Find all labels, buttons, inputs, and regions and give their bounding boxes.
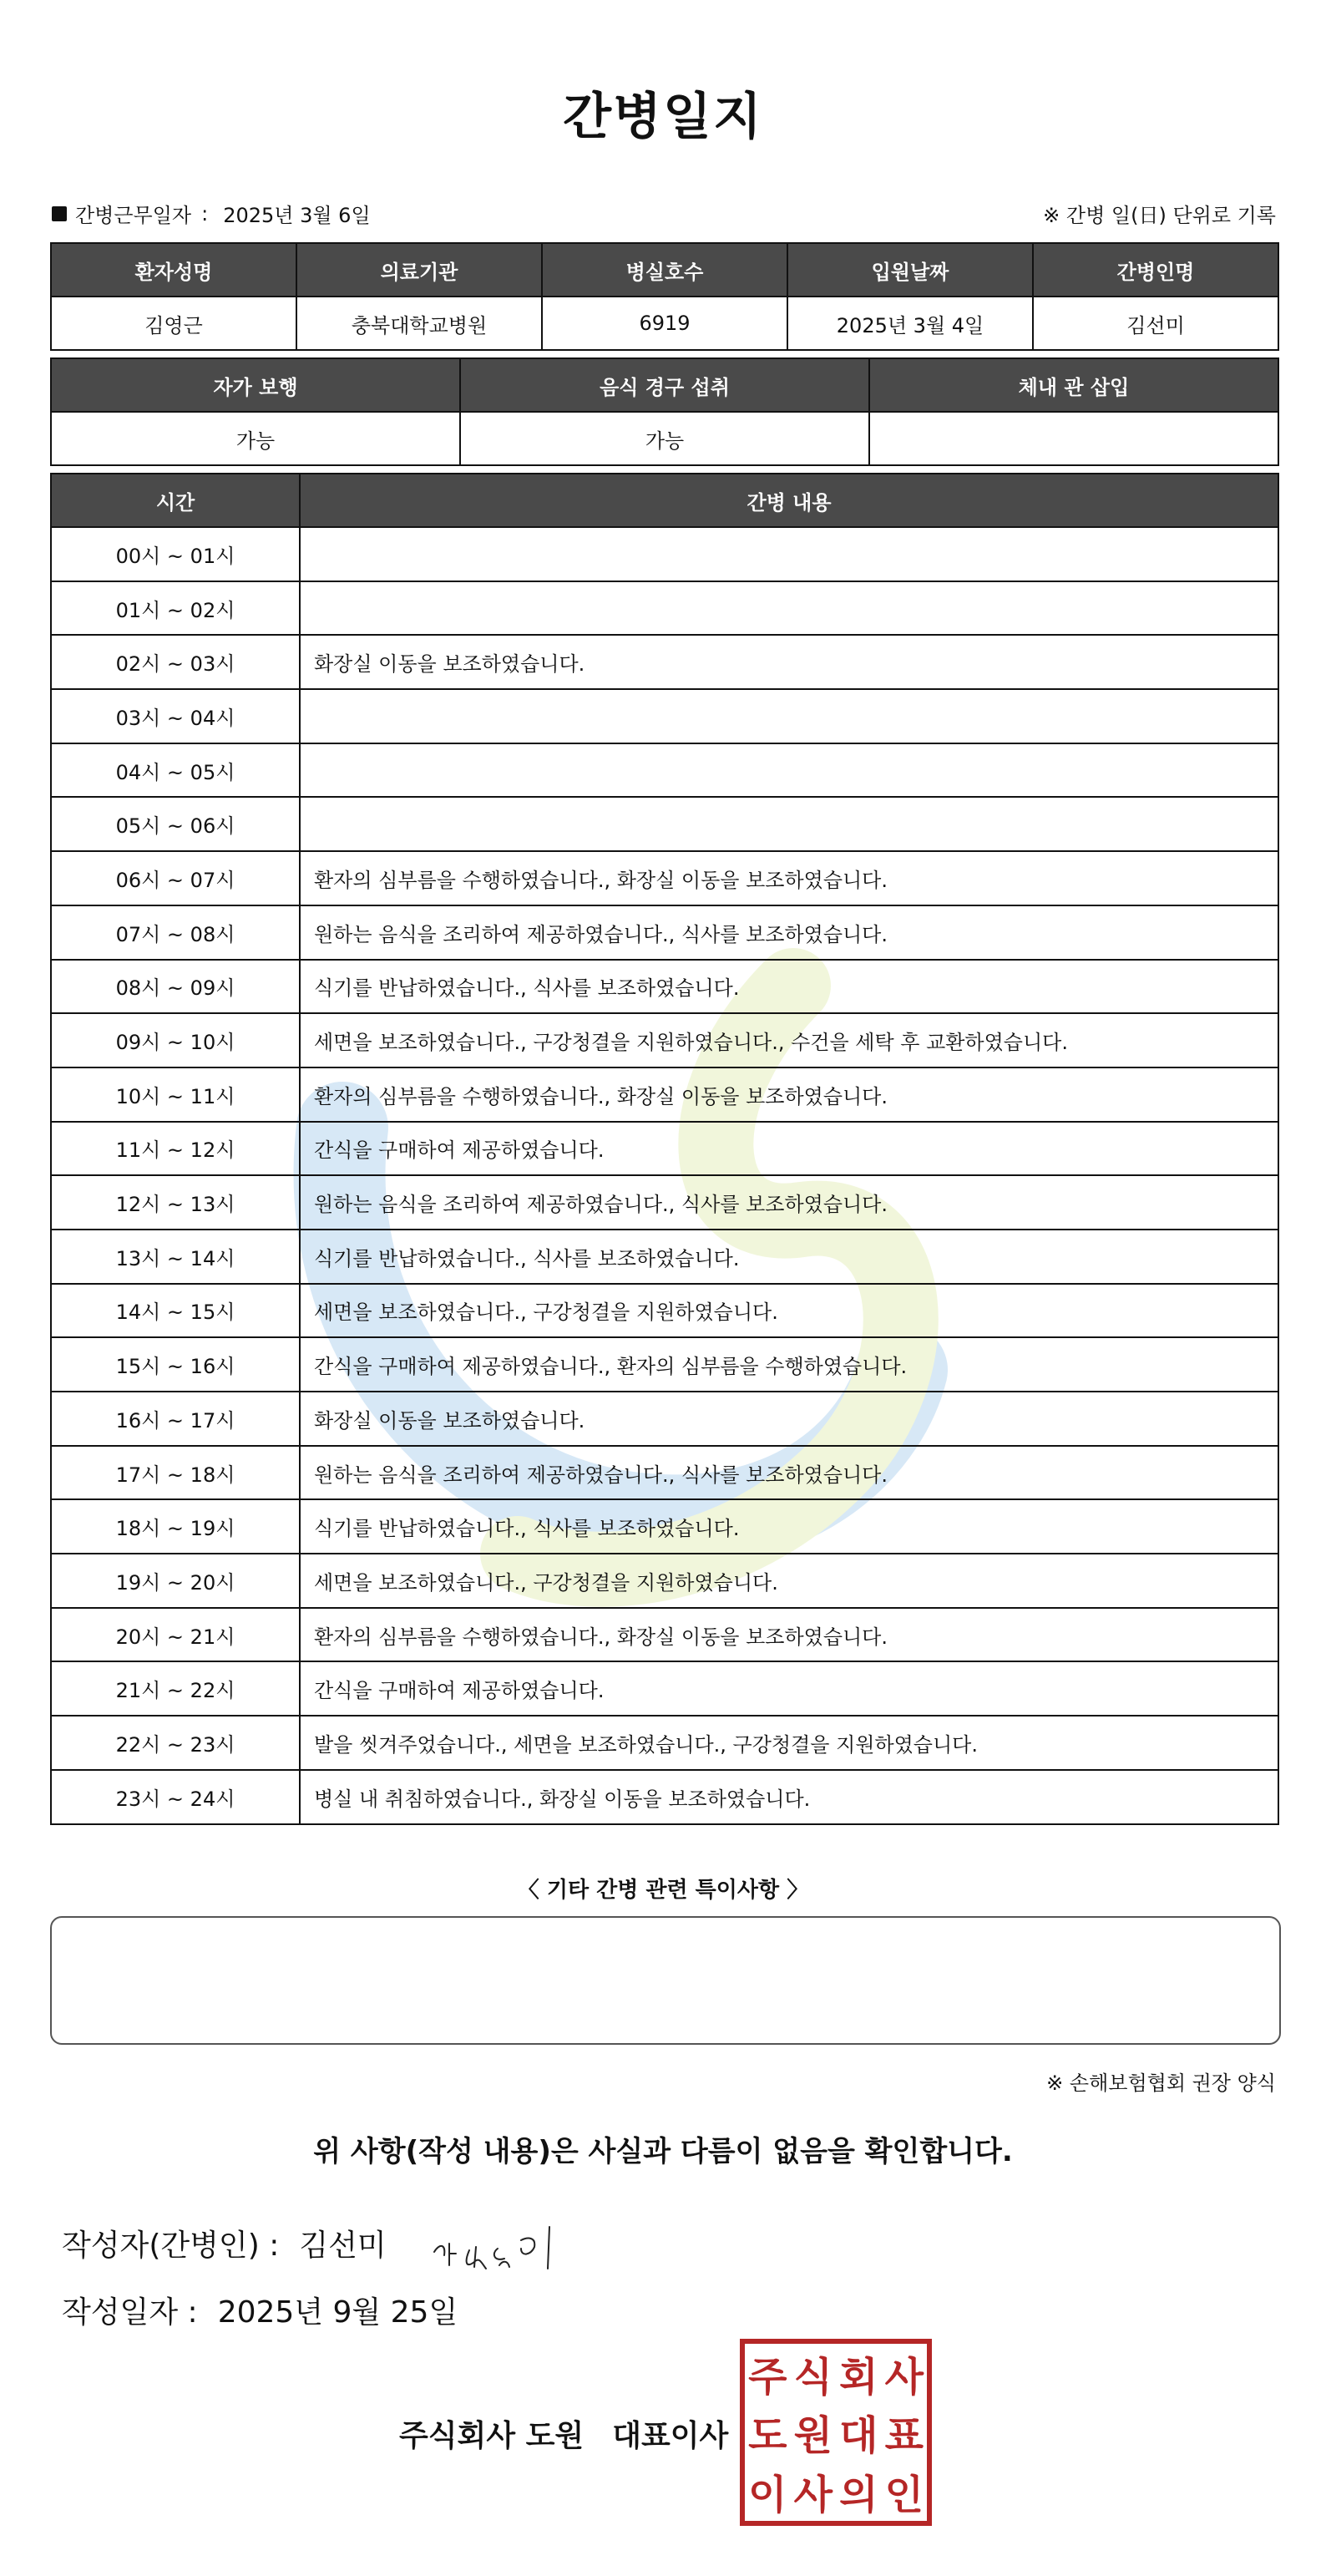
table-row: [51, 743, 1278, 798]
table-row: [51, 1337, 1278, 1392]
company-seal-stamp: [740, 2339, 932, 2526]
care-content: 화장실 이동을 보조하였습니다.: [300, 1392, 1278, 1446]
care-content: 원하는 음식을 조리하여 제공하였습니다., 식사를 보조하였습니다.: [300, 1175, 1278, 1230]
stamp-glyph: 의: [839, 2472, 878, 2519]
time-slot: 15시 ~ 16시: [51, 1337, 300, 1392]
writer-label: 작성자(간병인) :: [62, 2229, 280, 2263]
header-time: 시간: [51, 474, 300, 527]
written-date-line: [62, 2289, 458, 2331]
care-content: 간식을 구매하여 제공하였습니다.: [300, 1661, 1278, 1716]
care-content: [300, 581, 1278, 636]
care-content: 식기를 반납하였습니다., 식사를 보조하였습니다.: [300, 1230, 1278, 1284]
header-tube: 체내 관 삽입: [869, 358, 1278, 412]
writer-name: 김선미: [299, 2229, 387, 2263]
care-content: 환자의 심부름을 수행하였습니다., 화장실 이동을 보조하였습니다.: [300, 1067, 1278, 1122]
time-slot: 21시 ~ 22시: [51, 1661, 300, 1716]
table-row: [51, 1554, 1278, 1608]
care-content: 간식을 구매하여 제공하였습니다., 환자의 심부름을 수행하였습니다.: [300, 1337, 1278, 1392]
stamp-glyph: 인: [884, 2472, 924, 2519]
table-row: [51, 1392, 1278, 1446]
table-row: [51, 1067, 1278, 1122]
time-slot: 01시 ~ 02시: [51, 581, 300, 636]
document-title: 간병일지: [563, 88, 763, 146]
time-slot: 05시 ~ 06시: [51, 797, 300, 851]
notes-title: 〈 기타 간병 관련 특이사항 〉: [517, 1878, 809, 1903]
care-content: 세면을 보조하였습니다., 구강청결을 지원하였습니다.: [300, 1284, 1278, 1338]
company-name: 주식회사 도원: [399, 2419, 585, 2453]
written-date-value: 2025년 9월 25일: [217, 2295, 458, 2330]
table-row: [51, 689, 1278, 743]
written-date-label: 작성일자 :: [62, 2295, 198, 2330]
square-bullet-icon: [52, 206, 67, 221]
stamp-glyph: 대: [839, 2412, 878, 2460]
oral-intake-value: 가능: [460, 412, 869, 465]
table-row: [51, 1661, 1278, 1716]
care-content: 원하는 음식을 조리하여 제공하였습니다., 식사를 보조하였습니다.: [300, 1446, 1278, 1500]
time-slot: 13시 ~ 14시: [51, 1230, 300, 1284]
stamp-glyph: 도: [748, 2412, 787, 2460]
care-content: 병실 내 취침하였습니다., 화장실 이동을 보조하였습니다.: [300, 1770, 1278, 1824]
table-row: [51, 1230, 1278, 1284]
tube-value: [869, 412, 1278, 465]
table-row: [51, 1716, 1278, 1770]
header-admission-date: 입원날짜: [787, 243, 1033, 297]
table-row: [51, 1446, 1278, 1500]
stamp-glyph: 사: [793, 2472, 833, 2519]
writer-line: [62, 2222, 387, 2264]
care-content: [300, 797, 1278, 851]
time-slot: 03시 ~ 04시: [51, 689, 300, 743]
time-slot: 00시 ~ 01시: [51, 527, 300, 581]
table-row: [51, 1175, 1278, 1230]
admission-date: 2025년 3월 4일: [787, 297, 1033, 350]
time-slot: 16시 ~ 17시: [51, 1392, 300, 1446]
care-content: 발을 씻겨주었습니다., 세면을 보조하였습니다., 구강청결을 지원하였습니다.: [300, 1716, 1278, 1770]
care-content: 환자의 심부름을 수행하였습니다., 화장실 이동을 보조하였습니다.: [300, 1608, 1278, 1662]
time-slot: 06시 ~ 07시: [51, 851, 300, 905]
company-line: [399, 2412, 728, 2455]
table-row: [51, 1499, 1278, 1554]
time-slot: 23시 ~ 24시: [51, 1770, 300, 1824]
table-row: [51, 1013, 1278, 1067]
time-slot: 04시 ~ 05시: [51, 743, 300, 798]
time-slot: 09시 ~ 10시: [51, 1013, 300, 1067]
care-content: [300, 689, 1278, 743]
time-slot: 02시 ~ 03시: [51, 635, 300, 689]
care-content: [300, 743, 1278, 798]
care-content: [300, 527, 1278, 581]
stamp-glyph: 표: [884, 2412, 924, 2460]
time-slot: 12시 ~ 13시: [51, 1175, 300, 1230]
table-row: [51, 905, 1278, 960]
stamp-glyph: 원: [793, 2412, 833, 2460]
time-slot: 11시 ~ 12시: [51, 1122, 300, 1176]
care-content: 세면을 보조하였습니다., 구강청결을 지원하였습니다.: [300, 1554, 1278, 1608]
caregiver-name: 김선미: [1033, 297, 1278, 350]
work-date: [52, 199, 371, 228]
confirmation-statement: 위 사항(작성 내용)은 사실과 다름이 없음을 확인합니다.: [313, 2135, 1013, 2168]
care-content: 세면을 보조하였습니다., 구강청결을 지원하였습니다., 수건을 세탁 후 교환하였습니다.: [300, 1013, 1278, 1067]
stamp-glyph: 식: [793, 2353, 833, 2401]
form-source-note: ※ 손해보험협회 권장 양식: [1046, 2071, 1276, 2095]
table-row: [51, 1284, 1278, 1338]
table-row: [51, 960, 1278, 1014]
table-row: [51, 1122, 1278, 1176]
time-slot: 07시 ~ 08시: [51, 905, 300, 960]
time-slot: 08시 ~ 09시: [51, 960, 300, 1014]
table-row: [51, 851, 1278, 905]
table-row: [51, 635, 1278, 689]
time-slot: 10시 ~ 11시: [51, 1067, 300, 1122]
care-content: 간식을 구매하여 제공하였습니다.: [300, 1122, 1278, 1176]
care-content: 화장실 이동을 보조하였습니다.: [300, 635, 1278, 689]
header-walking: 자가 보행: [51, 358, 460, 412]
header-hospital: 의료기관: [296, 243, 542, 297]
stamp-glyph: 이: [748, 2472, 787, 2519]
time-slot: 18시 ~ 19시: [51, 1499, 300, 1554]
stamp-glyph: 사: [884, 2353, 924, 2401]
stamp-glyph: 회: [839, 2353, 878, 2401]
header-room: 병실호수: [542, 243, 787, 297]
time-slot: 22시 ~ 23시: [51, 1716, 300, 1770]
room-number: 6919: [542, 297, 787, 350]
table-row: [51, 1608, 1278, 1662]
time-slot: 19시 ~ 20시: [51, 1554, 300, 1608]
care-schedule-table: [50, 473, 1279, 1825]
table-row: [51, 1770, 1278, 1824]
notes-box: [50, 1916, 1281, 2045]
patient-name: 김영근: [51, 297, 296, 350]
table-row: [51, 581, 1278, 636]
care-content: 식기를 반납하였습니다., 식사를 보조하였습니다.: [300, 1499, 1278, 1554]
handwritten-signature: [428, 2219, 569, 2277]
time-slot: 20시 ~ 21시: [51, 1608, 300, 1662]
header-oral-intake: 음식 경구 섭취: [460, 358, 869, 412]
record-unit-note: ※ 간병 일(日) 단위로 기록: [1043, 204, 1276, 227]
stamp-glyph: 주: [748, 2353, 787, 2401]
time-slot: 14시 ~ 15시: [51, 1284, 300, 1338]
company-representative: 대표이사: [612, 2419, 729, 2453]
patient-status-table: [50, 357, 1279, 466]
time-slot: 17시 ~ 18시: [51, 1446, 300, 1500]
header-care-content: 간병 내용: [300, 474, 1278, 527]
table-row: [51, 797, 1278, 851]
table-row: [51, 527, 1278, 581]
work-date-label: 간병근무일자: [75, 204, 192, 227]
care-content: 식기를 반납하였습니다., 식사를 보조하였습니다.: [300, 960, 1278, 1014]
care-content: 환자의 심부름을 수행하였습니다., 화장실 이동을 보조하였습니다.: [300, 851, 1278, 905]
colon: :: [201, 201, 209, 226]
care-content: 원하는 음식을 조리하여 제공하였습니다., 식사를 보조하였습니다.: [300, 905, 1278, 960]
walking-value: 가능: [51, 412, 460, 465]
patient-info-table: [50, 242, 1279, 351]
header-caregiver-name: 간병인명: [1033, 243, 1278, 297]
work-date-value: 2025년 3월 6일: [223, 204, 371, 227]
header-patient-name: 환자성명: [51, 243, 296, 297]
hospital: 충북대학교병원: [296, 297, 542, 350]
